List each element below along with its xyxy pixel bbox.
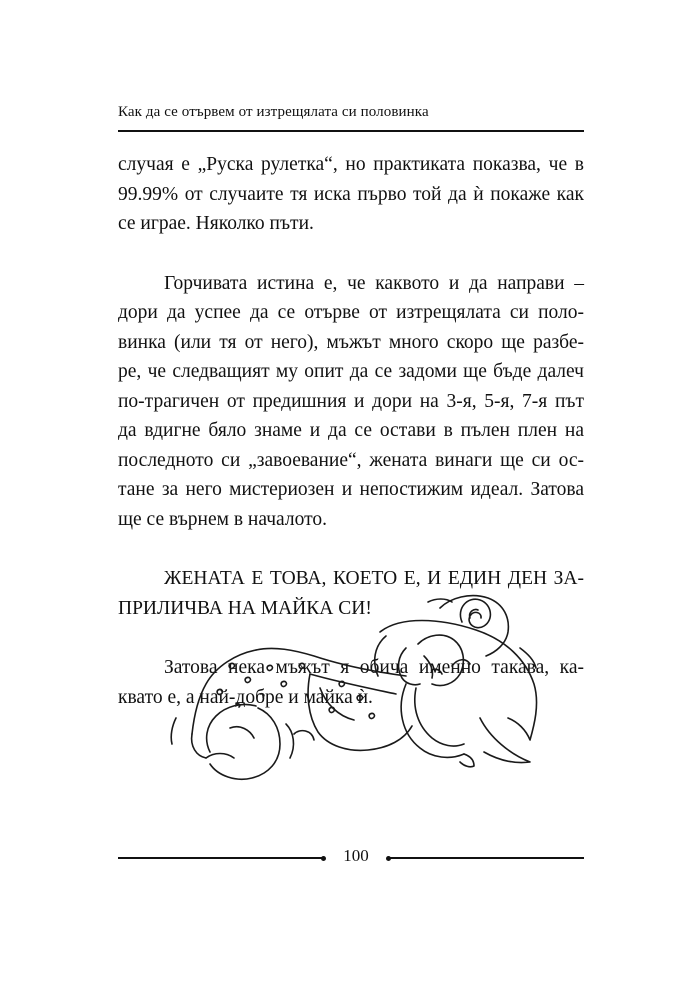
text-line: последното си „завоевание“, жената винаги ще си ос-: [118, 449, 584, 471]
page-number: 100: [343, 846, 369, 865]
header-rule: [118, 130, 584, 132]
text-line: квато е, а най-добре и майка ѝ.: [118, 686, 373, 708]
text-line: дори да успее да се отърве от изтрещялата си поло-: [118, 302, 584, 323]
text-line: винка (или тя от него), мъжът много скоро ще разбе-: [118, 331, 584, 353]
text-line: се играе. Няколко пъти.: [118, 213, 314, 234]
paragraph-2: [118, 269, 584, 535]
text-line: тане за него мистериозен и непостижим идеал. Затова: [118, 479, 584, 500]
text-line: по-трагичен от предишния и дори на 3-я, 5-я, 7-я път: [118, 390, 584, 412]
footer-rule-left: [118, 857, 323, 859]
reclining-woman-illustration: [170, 578, 548, 838]
text-line: ре, че следващият му опит да се задоми ще бъде далеч: [118, 361, 584, 382]
text-line: Затова нека мъжът я обича именно такава, ка-: [164, 657, 584, 678]
text-line: ще се върнем в началото.: [118, 508, 327, 530]
text-line: ЖЕНАТА Е ТОВА, КОЕТО Е, И ЕДИН ДЕН ЗА-: [164, 568, 584, 589]
paragraph-1: [118, 150, 584, 239]
footer-rule-dot: [321, 856, 326, 861]
text-line: 99.99% от случаите тя иска първо той да ѝ покаже как: [118, 183, 584, 205]
text-line: случая е „Руска рулетка“, но практиката показва, че в: [118, 154, 584, 175]
text-line: да вдигне бяло знаме и да се остави в пълен плен на: [118, 420, 584, 441]
footer-rule-right: [388, 857, 584, 859]
running-header-title: Как да се отървем от изтрещялата си половинка: [118, 104, 429, 120]
text-line: Горчивата истина е, че каквото и да направи –: [164, 272, 584, 294]
text-line: ПРИЛИЧВА НА МАЙКА СИ!: [118, 597, 372, 619]
